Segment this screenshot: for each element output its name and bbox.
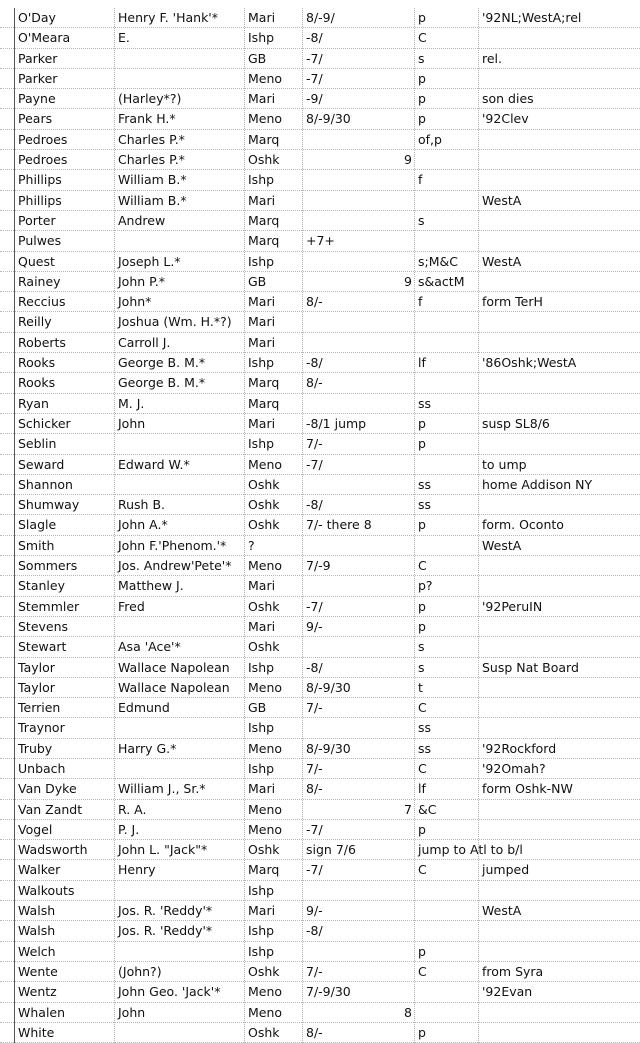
note-cell: Susp Nat Board — [482, 659, 579, 675]
first-name-cell: William B.* — [118, 172, 187, 188]
position-cell: C — [418, 963, 427, 979]
position-cell: f — [418, 294, 423, 310]
table-row — [0, 678, 640, 698]
dates-cell: -8/ — [306, 497, 323, 513]
team-cell: Meno — [248, 821, 283, 837]
note-cell: home Addison NY — [482, 476, 593, 492]
table-row — [0, 434, 640, 454]
team-cell: Marq — [248, 375, 280, 391]
table-row — [0, 698, 640, 718]
roster-table — [0, 8, 640, 1043]
dates-cell: -8/ — [306, 30, 323, 46]
table-row — [0, 130, 640, 150]
last-name-cell: White — [18, 1024, 55, 1040]
first-name-cell: Frank H.* — [118, 111, 176, 127]
first-name-cell: Henry — [118, 862, 156, 878]
last-name-cell: Reilly — [18, 314, 52, 330]
first-name-cell: William J., Sr.* — [118, 781, 206, 797]
team-cell: Mari — [248, 334, 276, 350]
last-name-cell: Roberts — [18, 334, 66, 350]
first-name-cell: M. J. — [118, 395, 145, 411]
note-cell: '92Evan — [482, 984, 533, 1000]
dates-cell: 9/- — [306, 618, 323, 634]
first-name-cell: Jos. R. 'Reddy'* — [118, 903, 213, 919]
last-name-cell: Sommers — [18, 558, 78, 574]
team-cell: Oshk — [248, 963, 280, 979]
dates-cell: sign 7/6 — [306, 842, 356, 858]
first-name-cell: Wallace Napolean — [118, 659, 230, 675]
table-row — [0, 1003, 640, 1023]
note-cell: WestA — [482, 537, 522, 553]
table-row — [0, 312, 640, 332]
table-row — [0, 637, 640, 657]
last-name-cell: Rooks — [18, 355, 56, 371]
table-row — [0, 69, 640, 89]
last-name-cell: Quest — [18, 253, 55, 269]
last-name-cell: Seward — [18, 456, 65, 472]
note-cell: to ump — [482, 456, 527, 472]
dates-cell: 8/-9/30 — [306, 679, 351, 695]
table-row — [0, 252, 640, 272]
last-name-cell: Wadsworth — [18, 842, 88, 858]
last-name-cell: Parker — [18, 50, 58, 66]
table-row — [0, 495, 640, 515]
team-cell: Oshk — [248, 476, 280, 492]
first-name-cell: Asa 'Ace'* — [118, 639, 181, 655]
dates-cell: 7/- — [306, 700, 323, 716]
note-cell: '92Omah? — [482, 760, 546, 776]
team-cell: Meno — [248, 1004, 283, 1020]
last-name-cell: Whalen — [18, 1004, 66, 1020]
team-cell: Oshk — [248, 517, 280, 533]
team-cell: Ishp — [248, 720, 275, 736]
first-name-cell: Jos. R. 'Reddy'* — [118, 923, 213, 939]
dates-cell: 7/- — [306, 963, 323, 979]
first-name-cell: Rush B. — [118, 497, 166, 513]
table-row — [0, 231, 640, 251]
table-row — [0, 109, 640, 129]
dates-cell: +7+ — [306, 233, 335, 249]
first-name-cell: John Geo. 'Jack'* — [118, 984, 221, 1000]
note-cell: '92Clev — [482, 111, 529, 127]
position-cell: p — [418, 618, 426, 634]
note-cell: WestA — [482, 903, 522, 919]
note-cell: form TerH — [482, 294, 543, 310]
note-cell: '92NL;WestA;rel — [482, 10, 582, 25]
team-cell: Mari — [248, 10, 276, 25]
note-cell: son dies — [482, 91, 534, 107]
dates-cell: 8/- — [306, 781, 323, 797]
dates-cell: -7/ — [306, 50, 323, 66]
table-row — [0, 150, 640, 170]
note-cell: susp SL8/6 — [482, 415, 550, 431]
position-cell: lf — [418, 781, 426, 797]
position-cell: s — [418, 212, 425, 228]
team-cell: Marq — [248, 395, 280, 411]
team-cell: Ishp — [248, 923, 275, 939]
dates-cell: -7/ — [306, 598, 323, 614]
team-cell: Ishp — [248, 355, 275, 371]
team-cell: GB — [248, 50, 267, 66]
last-name-cell: Stewart — [18, 639, 67, 655]
position-cell: p — [418, 70, 426, 86]
last-name-cell: Phillips — [18, 172, 62, 188]
first-name-cell: Harry G.* — [118, 740, 177, 756]
position-cell: C — [418, 760, 427, 776]
position-cell: p — [418, 517, 426, 533]
position-cell: C — [418, 862, 427, 878]
team-cell: Meno — [248, 558, 283, 574]
table-row — [0, 455, 640, 475]
team-cell: Marq — [248, 233, 280, 249]
first-name-cell: Edward W.* — [118, 456, 190, 472]
first-name-cell: Wallace Napolean — [118, 679, 230, 695]
first-name-cell: Jos. Andrew'Pete'* — [118, 558, 232, 574]
first-name-cell: Carroll J. — [118, 334, 171, 350]
team-cell: Mari — [248, 91, 276, 107]
table-row — [0, 191, 640, 211]
first-name-cell: William B.* — [118, 192, 187, 208]
position-cell: s;M&C — [418, 253, 458, 269]
table-body — [0, 8, 640, 1043]
team-cell: Ishp — [248, 760, 275, 776]
table-row — [0, 718, 640, 738]
team-cell: ? — [248, 537, 255, 553]
last-name-cell: Pulwes — [18, 233, 62, 249]
first-name-cell: P. J. — [118, 821, 140, 837]
number-cell: 9 — [404, 152, 412, 168]
note-cell: form. Oconto — [482, 517, 564, 533]
last-name-cell: Walker — [18, 862, 61, 878]
dates-cell: 7/- — [306, 760, 323, 776]
team-cell: Oshk — [248, 1024, 280, 1040]
team-cell: Mari — [248, 294, 276, 310]
last-name-cell: Slagle — [18, 517, 57, 533]
last-name-cell: Traynor — [18, 720, 65, 736]
table-row — [0, 211, 640, 231]
team-cell: Meno — [248, 70, 283, 86]
table-row — [0, 49, 640, 69]
first-name-cell: R. A. — [118, 801, 147, 817]
table-row — [0, 475, 640, 495]
team-cell: GB — [248, 700, 267, 716]
first-name-cell: (Harley*?) — [118, 91, 182, 107]
last-name-cell: Stanley — [18, 578, 65, 594]
team-cell: Oshk — [248, 639, 280, 655]
team-cell: Oshk — [248, 842, 280, 858]
table-row — [0, 89, 640, 109]
last-name-cell: Truby — [18, 740, 53, 756]
table-row — [0, 597, 640, 617]
last-name-cell: Rooks — [18, 375, 56, 391]
first-name-cell: Andrew — [118, 212, 166, 228]
first-name-cell: Joshua (Wm. H.*?) — [118, 314, 232, 330]
team-cell: Oshk — [248, 152, 280, 168]
last-name-cell: O'Meara — [18, 30, 71, 46]
last-name-cell: Van Zandt — [18, 801, 83, 817]
position-cell: s — [418, 659, 425, 675]
last-name-cell: Van Dyke — [18, 781, 77, 797]
position-cell: t — [418, 679, 423, 695]
dates-cell: -8/ — [306, 923, 323, 939]
team-cell: Oshk — [248, 598, 280, 614]
number-cell: 9 — [404, 273, 412, 289]
last-name-cell: Stemmler — [18, 598, 80, 614]
position-cell: p — [418, 821, 426, 837]
first-name-cell: Henry F. 'Hank'* — [118, 10, 218, 25]
first-name-cell: Edmund — [118, 700, 170, 716]
team-cell: Ishp — [248, 882, 275, 898]
last-name-cell: Taylor — [18, 659, 55, 675]
note-cell: '92Rockford — [482, 740, 557, 756]
team-cell: Meno — [248, 679, 283, 695]
team-cell: Meno — [248, 984, 283, 1000]
position-cell: ss — [418, 497, 432, 513]
note-cell: jumped — [482, 862, 530, 878]
note-cell: from Syra — [482, 963, 544, 979]
last-name-cell: Schicker — [18, 415, 71, 431]
dates-cell: 8/- — [306, 375, 323, 391]
note-cell: WestA — [482, 253, 522, 269]
team-cell: Mari — [248, 578, 276, 594]
table-row — [0, 353, 640, 373]
last-name-cell: Porter — [18, 212, 56, 228]
last-name-cell: Vogel — [18, 821, 53, 837]
table-row — [0, 800, 640, 820]
position-cell: p — [418, 10, 426, 25]
table-row — [0, 759, 640, 779]
first-name-cell: George B. M.* — [118, 355, 206, 371]
first-name-cell: Fred — [118, 598, 145, 614]
last-name-cell: Terrien — [18, 700, 61, 716]
first-name-cell: E. — [118, 30, 130, 46]
last-name-cell: O'Day — [18, 10, 56, 25]
dates-cell: 7/- — [306, 436, 323, 452]
first-name-cell: (John?) — [118, 963, 162, 979]
team-cell: GB — [248, 273, 267, 289]
position-cell: of,p — [418, 131, 442, 147]
last-name-cell: Smith — [18, 537, 55, 553]
table-row — [0, 860, 640, 880]
dates-cell: -8/1 jump — [306, 415, 367, 431]
number-cell: 7 — [404, 801, 412, 817]
table-row — [0, 739, 640, 759]
team-cell: Ishp — [248, 172, 275, 188]
dates-cell: -7/ — [306, 821, 323, 837]
position-cell: ss — [418, 476, 432, 492]
team-cell: Meno — [248, 801, 283, 817]
number-cell: 8 — [404, 1004, 412, 1020]
dates-cell: -8/ — [306, 659, 323, 675]
table-row — [0, 272, 640, 292]
position-cell: s&actM — [418, 273, 465, 289]
position-cell: p — [418, 943, 426, 959]
note-cell: form Oshk-NW — [482, 781, 573, 797]
table-row — [0, 536, 640, 556]
position-cell: p — [418, 598, 426, 614]
dates-cell: -7/ — [306, 862, 323, 878]
position-cell: p — [418, 91, 426, 107]
last-name-cell: Welch — [18, 943, 56, 959]
last-name-cell: Wente — [18, 963, 58, 979]
last-name-cell: Pears — [18, 111, 53, 127]
position-cell: ss — [418, 395, 432, 411]
dates-cell: 8/- — [306, 294, 323, 310]
last-name-cell: Reccius — [18, 294, 66, 310]
dates-cell: -8/ — [306, 355, 323, 371]
team-cell: Meno — [248, 456, 283, 472]
table-row — [0, 1023, 640, 1043]
table-row — [0, 901, 640, 921]
first-name-cell: John P.* — [118, 273, 165, 289]
table-row — [0, 820, 640, 840]
table-row — [0, 576, 640, 596]
last-name-cell: Pedroes — [18, 131, 68, 147]
position-cell: p — [418, 111, 426, 127]
table-row — [0, 658, 640, 678]
table-row — [0, 394, 640, 414]
position-cell: C — [418, 700, 427, 716]
note-cell: WestA — [482, 192, 522, 208]
last-name-cell: Parker — [18, 70, 58, 86]
team-cell: Ishp — [248, 30, 275, 46]
last-name-cell: Walsh — [18, 903, 56, 919]
position-cell: ss — [418, 740, 432, 756]
team-cell: Meno — [248, 111, 283, 127]
first-name-cell: John F.'Phenom.'* — [118, 537, 227, 553]
first-name-cell: Charles P.* — [118, 152, 185, 168]
position-cell: ss — [418, 720, 432, 736]
team-cell: Mari — [248, 415, 276, 431]
table-row — [0, 840, 640, 860]
position-cell: p — [418, 1024, 426, 1040]
position-cell: p? — [418, 578, 433, 594]
position-cell: &C — [418, 801, 437, 817]
last-name-cell: Stevens — [18, 618, 69, 634]
last-name-cell: Payne — [18, 91, 56, 107]
last-name-cell: Shumway — [18, 497, 80, 513]
dates-cell: 9/- — [306, 903, 323, 919]
position-cell: s — [418, 639, 425, 655]
table-row — [0, 617, 640, 637]
position-cell: C — [418, 30, 427, 46]
dates-cell: -7/ — [306, 70, 323, 86]
team-cell: Marq — [248, 131, 280, 147]
first-name-cell: Matthew J. — [118, 578, 184, 594]
last-name-cell: Rainey — [18, 273, 61, 289]
team-cell: Mari — [248, 618, 276, 634]
position-cell: p — [418, 415, 426, 431]
table-row — [0, 982, 640, 1002]
first-name-cell: John A.* — [118, 517, 168, 533]
table-row — [0, 942, 640, 962]
team-cell: Ishp — [248, 943, 275, 959]
last-name-cell: Seblin — [18, 436, 57, 452]
last-name-cell: Ryan — [18, 395, 49, 411]
team-cell: Oshk — [248, 497, 280, 513]
dates-cell: -9/ — [306, 91, 323, 107]
team-cell: Mari — [248, 781, 276, 797]
last-name-cell: Unbach — [18, 760, 66, 776]
first-name-cell: John — [118, 415, 146, 431]
first-name-cell: Charles P.* — [118, 131, 185, 147]
first-name-cell: George B. M.* — [118, 375, 206, 391]
table-row — [0, 962, 640, 982]
first-name-cell: John — [118, 1004, 146, 1020]
table-row — [0, 8, 640, 28]
table-row — [0, 170, 640, 190]
dates-cell: 7/-9 — [306, 558, 331, 574]
table-row — [0, 333, 640, 353]
last-name-cell: Wentz — [18, 984, 57, 1000]
table-row — [0, 373, 640, 393]
note-cell: '86Oshk;WestA — [482, 355, 577, 371]
team-cell: Ishp — [248, 436, 275, 452]
position-cell: f — [418, 172, 423, 188]
first-name-cell: Joseph L.* — [118, 253, 181, 269]
position-cell: jump to Atl to b/l — [418, 842, 523, 858]
dates-cell: 8/-9/30 — [306, 740, 351, 756]
table-row — [0, 556, 640, 576]
position-cell: p — [418, 436, 426, 452]
team-cell: Mari — [248, 192, 276, 208]
last-name-cell: Walkouts — [18, 882, 75, 898]
dates-cell: -7/ — [306, 456, 323, 472]
last-name-cell: Phillips — [18, 192, 62, 208]
team-cell: Meno — [248, 740, 283, 756]
table-row — [0, 779, 640, 799]
dates-cell: 7/-9/30 — [306, 984, 351, 1000]
table-row — [0, 28, 640, 48]
team-cell: Marq — [248, 862, 280, 878]
last-name-cell: Shannon — [18, 476, 73, 492]
first-name-cell: John L. "Jack"* — [118, 842, 208, 858]
position-cell: lf — [418, 355, 426, 371]
position-cell: s — [418, 50, 425, 66]
table-row — [0, 881, 640, 901]
dates-cell: 8/- — [306, 1024, 323, 1040]
table-row — [0, 921, 640, 941]
first-name-cell: John* — [118, 294, 152, 310]
team-cell: Ishp — [248, 253, 275, 269]
last-name-cell: Pedroes — [18, 152, 68, 168]
team-cell: Mari — [248, 903, 276, 919]
note-cell: rel. — [482, 50, 503, 66]
last-name-cell: Taylor — [18, 679, 55, 695]
table-row — [0, 515, 640, 535]
note-cell: '92PeruIN — [482, 598, 543, 614]
team-cell: Mari — [248, 314, 276, 330]
team-cell: Ishp — [248, 659, 275, 675]
dates-cell: 7/- there 8 — [306, 517, 372, 533]
position-cell: C — [418, 558, 427, 574]
table-row — [0, 292, 640, 312]
team-cell: Marq — [248, 212, 280, 228]
dates-cell: 8/-9/30 — [306, 111, 351, 127]
dates-cell: 8/-9/ — [306, 10, 335, 25]
last-name-cell: Walsh — [18, 923, 56, 939]
table-row — [0, 414, 640, 434]
